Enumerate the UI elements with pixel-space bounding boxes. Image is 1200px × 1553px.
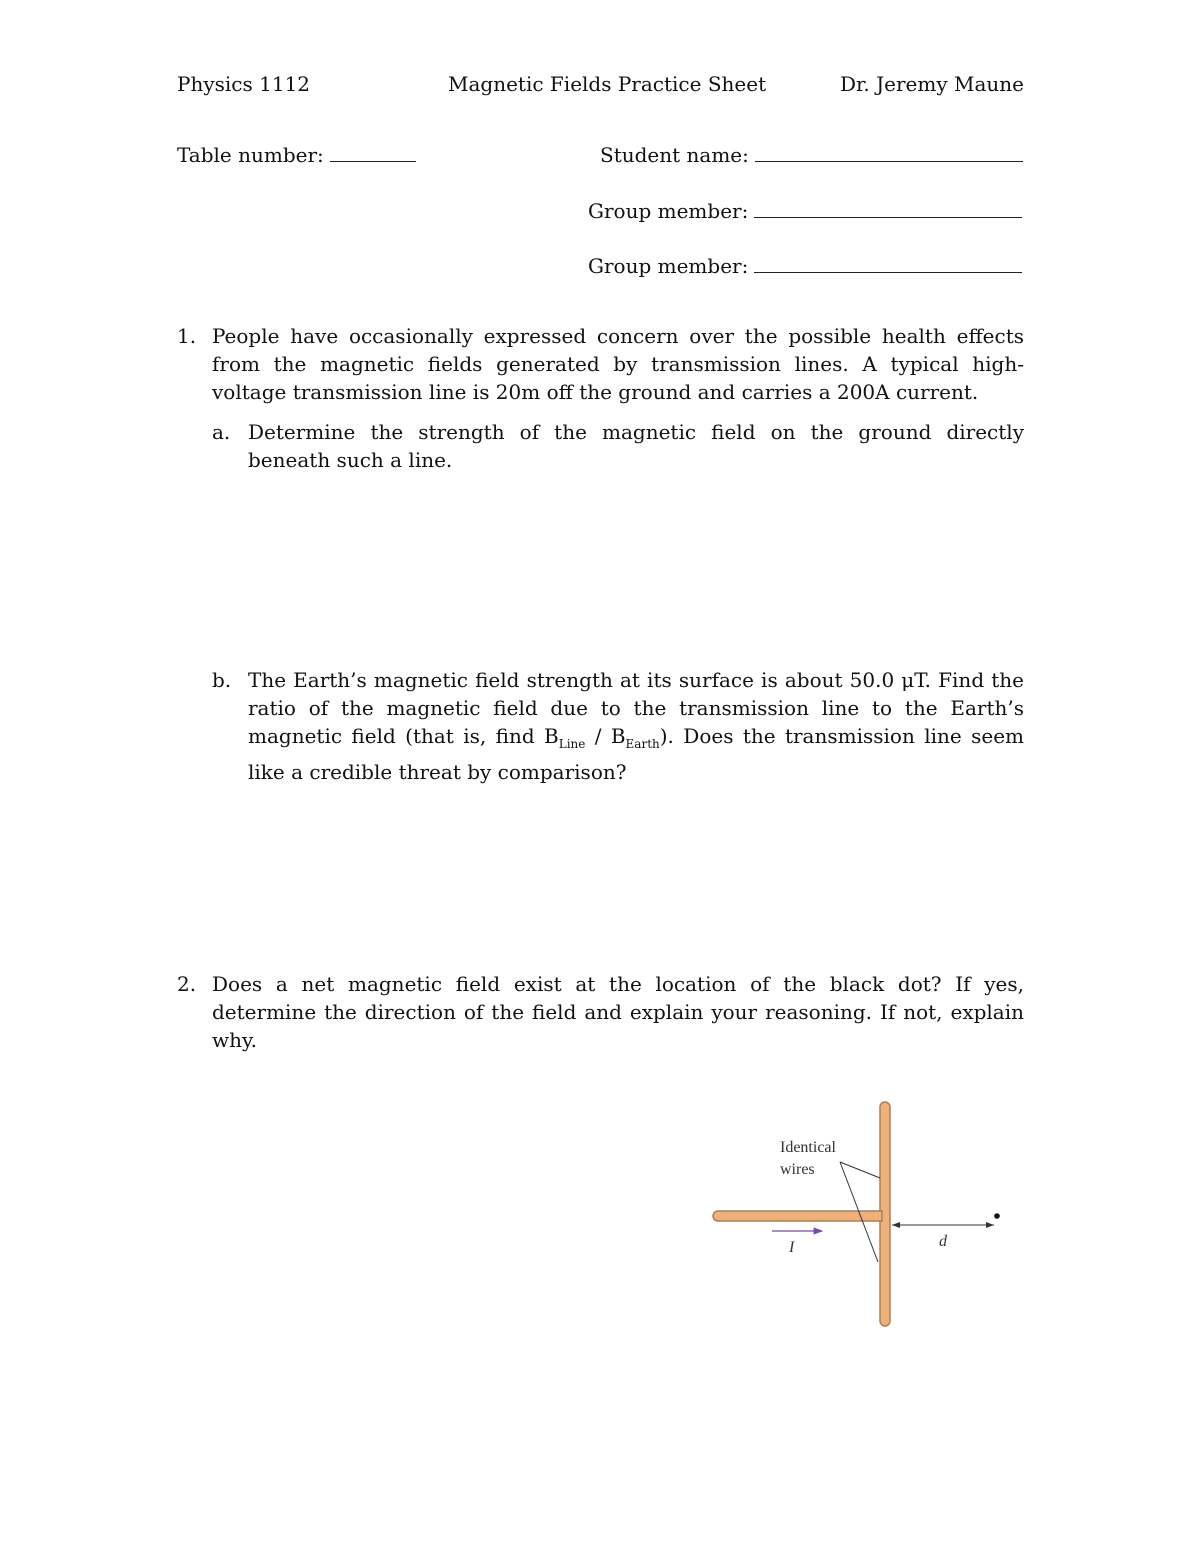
question-1a-label: a. xyxy=(212,420,231,444)
question-2-number: 2. xyxy=(177,972,197,996)
current-label: I xyxy=(789,1239,795,1256)
question-1-number: 1. xyxy=(177,324,197,348)
question-1b-text: The Earth’s magnetic field strength at its surface is about 50.0 μT. Find the ratio of the magnetic field due to the transmission line to the Earth’s magnetic field (that is, find $B_{Line} / B_{Earth}$). Does the transmission line seem like a credible threat by comparison? xyxy=(248,668,1024,784)
group-member-blank-1[interactable] xyxy=(754,199,1022,218)
distance-label: d xyxy=(939,1233,947,1250)
table-number-label: Table number: xyxy=(177,143,324,167)
group-member-label-1: Group member: xyxy=(588,199,749,223)
horizontal-wire xyxy=(713,1211,882,1221)
figure-label-line1: Identical xyxy=(780,1139,836,1156)
question-1a-text: Determine the strength of the magnetic field on the ground directly beneath such a line. xyxy=(248,420,1024,472)
student-name-blank[interactable] xyxy=(755,143,1023,162)
figure-label-line2: wires xyxy=(780,1161,815,1178)
student-name-field xyxy=(600,143,1023,167)
question-1-text: People have occasionally expressed concern over the possible health effects from the magnetic fields generated by transmission lines. A typical high-voltage transmission line is 20m off the ground and carries a 200A current. xyxy=(212,324,1024,404)
table-number-field xyxy=(177,143,416,167)
sheet-title: Magnetic Fields Practice Sheet xyxy=(448,72,767,96)
group-member-field-2 xyxy=(588,254,1022,278)
question-1b-label: b. xyxy=(212,668,232,692)
distance-arrow-right xyxy=(986,1222,994,1228)
group-member-blank-2[interactable] xyxy=(754,254,1022,273)
group-member-label-2: Group member: xyxy=(588,254,749,278)
group-member-field-1 xyxy=(588,199,1022,223)
instructor-name: Dr. Jeremy Maune xyxy=(840,72,1024,96)
table-number-blank[interactable] xyxy=(330,143,416,162)
course-name: Physics 1112 xyxy=(177,72,311,96)
wires-figure xyxy=(700,1090,1020,1340)
question-2-text: Does a net magnetic field exist at the location of the black dot? If yes, determine the direction of the field and explain your reasoning. If not, explain why. xyxy=(212,972,1024,1052)
student-name-label: Student name: xyxy=(600,143,749,167)
black-dot xyxy=(994,1213,1000,1219)
label-pointer-upper xyxy=(840,1162,880,1178)
distance-arrow-left xyxy=(892,1222,900,1228)
